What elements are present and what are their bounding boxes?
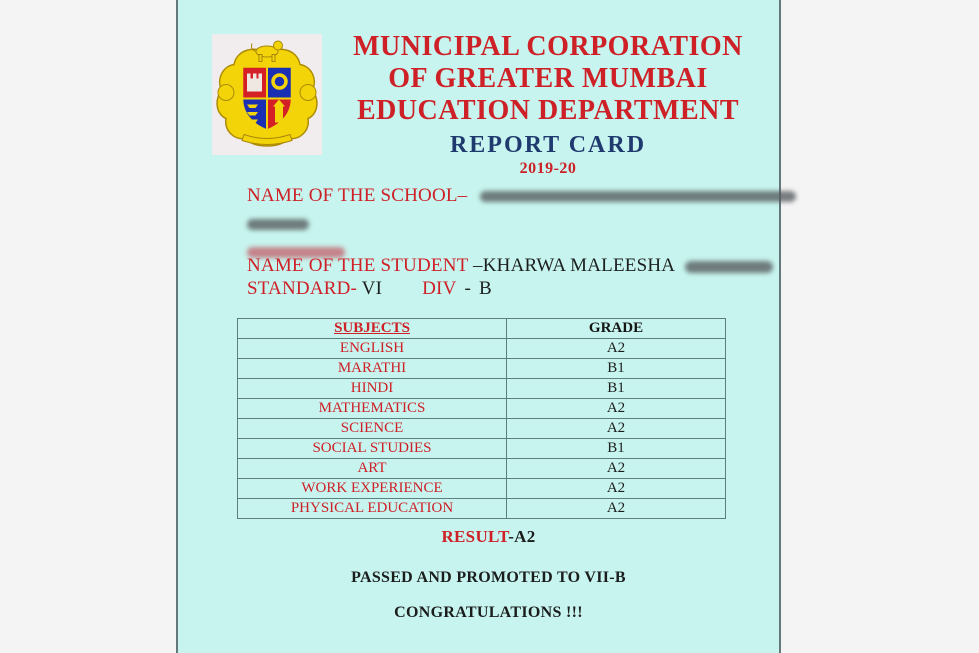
mcgm-coat-of-arms-icon bbox=[212, 34, 322, 155]
promotion-line: PASSED AND PROMOTED TO VII-B bbox=[351, 569, 626, 586]
student-name-label: NAME OF THE STUDENT bbox=[247, 255, 474, 276]
table-row bbox=[238, 339, 726, 359]
table-row bbox=[238, 379, 726, 399]
student-name-line bbox=[247, 256, 773, 276]
result-label: RESULT bbox=[441, 527, 509, 546]
grade-cell: A2 bbox=[507, 339, 726, 359]
grade-cell: B1 bbox=[507, 439, 726, 459]
grade-cell: A2 bbox=[507, 459, 726, 479]
table-header-row bbox=[238, 319, 726, 339]
report-card-page bbox=[176, 0, 781, 653]
school-name-line2 bbox=[247, 214, 309, 234]
grade-cell: A2 bbox=[507, 399, 726, 419]
standard-value: VI bbox=[357, 278, 383, 299]
standard-div-line bbox=[247, 279, 492, 299]
table-row bbox=[238, 479, 726, 499]
academic-year: 2019-20 bbox=[519, 160, 577, 177]
subject-cell: MARATHI bbox=[238, 359, 507, 379]
subject-cell: HINDI bbox=[238, 379, 507, 399]
table-row bbox=[238, 359, 726, 379]
document-header bbox=[320, 31, 776, 178]
school-name-label: NAME OF THE SCHOOL– bbox=[247, 185, 468, 206]
div-label: DIV bbox=[422, 278, 457, 299]
table-row bbox=[238, 499, 726, 519]
grades-table bbox=[237, 318, 726, 519]
table-row bbox=[238, 459, 726, 479]
org-name-line3: EDUCATION DEPARTMENT bbox=[356, 95, 740, 126]
subject-cell: SCIENCE bbox=[238, 419, 507, 439]
table-row bbox=[238, 439, 726, 459]
grade-cell: B1 bbox=[507, 359, 726, 379]
subject-cell: PHYSICAL EDUCATION bbox=[238, 499, 507, 519]
subject-cell: WORK EXPERIENCE bbox=[238, 479, 507, 499]
column-header-grade: GRADE bbox=[507, 319, 726, 339]
grade-cell: A2 bbox=[507, 479, 726, 499]
org-name-line1: MUNICIPAL CORPORATION bbox=[353, 31, 743, 62]
result-line bbox=[188, 527, 789, 547]
redacted-school-name-continued bbox=[247, 219, 309, 230]
page-title: REPORT CARD bbox=[449, 132, 647, 158]
congratulations-line: CONGRATULATIONS !!! bbox=[394, 604, 583, 621]
subject-cell: MATHEMATICS bbox=[238, 399, 507, 419]
result-value: -A2 bbox=[508, 527, 536, 546]
redacted-student-surname bbox=[685, 261, 773, 273]
grade-cell: A2 bbox=[507, 499, 726, 519]
div-separator: - bbox=[464, 278, 472, 299]
subject-cell: ART bbox=[238, 459, 507, 479]
subject-cell: SOCIAL STUDIES bbox=[238, 439, 507, 459]
subject-cell: ENGLISH bbox=[238, 339, 507, 359]
student-name-value: –KHARWA MALEESHA bbox=[473, 255, 675, 276]
org-name-line2: OF GREATER MUMBAI bbox=[388, 63, 708, 94]
standard-label: STANDARD- bbox=[247, 278, 358, 299]
school-name-line bbox=[247, 186, 796, 206]
column-header-subjects: SUBJECTS bbox=[238, 319, 507, 339]
div-value: B bbox=[479, 278, 492, 299]
redacted-school-name bbox=[480, 191, 796, 202]
table-row bbox=[238, 419, 726, 439]
grade-cell: A2 bbox=[507, 419, 726, 439]
table-row bbox=[238, 399, 726, 419]
grade-cell: B1 bbox=[507, 379, 726, 399]
